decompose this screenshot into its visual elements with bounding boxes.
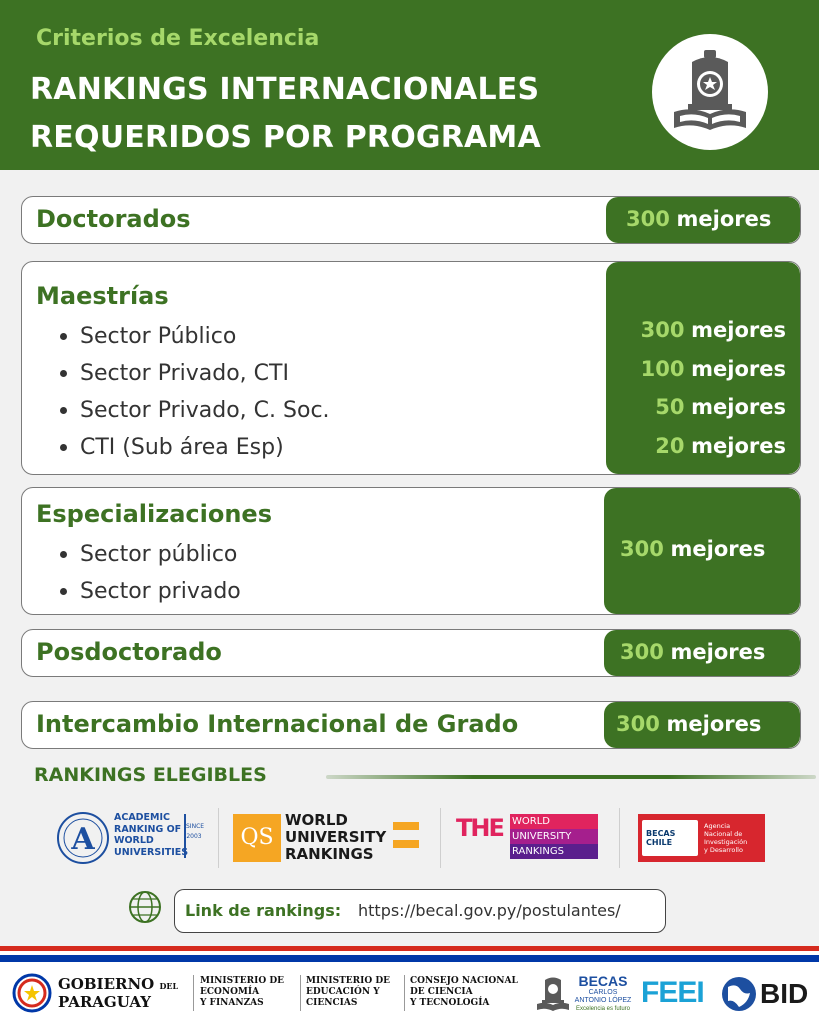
globe-icon <box>127 889 163 925</box>
arwu-a-icon <box>56 811 110 865</box>
conacyt-line: CONSEJO NACIONAL <box>410 976 518 986</box>
the-line: UNIVERSITY <box>510 829 598 844</box>
bid-globe-icon <box>720 975 758 1013</box>
ranking-value <box>626 207 771 231</box>
ranking-value <box>641 427 786 466</box>
conacyt-line: DE CIENCIA <box>410 987 473 997</box>
paraguay-seal-icon <box>12 973 52 1013</box>
ranking-number: 300 <box>640 318 685 342</box>
agency-line: y Desarrollo <box>704 846 743 854</box>
arwu-since: SINCE <box>186 823 205 830</box>
program-label: Intercambio Internacional de Grado <box>36 710 519 738</box>
ranking-number: 300 <box>620 537 664 561</box>
agency-line: Agencia <box>704 822 731 830</box>
ranking-values <box>641 311 786 465</box>
arwu-logo <box>56 808 206 868</box>
qs-bar <box>393 840 419 848</box>
becal-train-icon <box>536 974 570 1012</box>
conacyt-line: Y TECNOLOGÍA <box>410 998 490 1008</box>
arwu-line: UNIVERSITIES <box>114 846 189 858</box>
feei-logo: FEEI <box>641 976 704 1009</box>
ranking-value <box>620 537 765 561</box>
program-row-maestrias <box>21 261 801 475</box>
program-label: Especializaciones <box>36 500 272 528</box>
qs-logo <box>233 808 423 868</box>
becas-line: ANTONIO LÓPEZ <box>574 997 632 1004</box>
title-line-1: RANKINGS INTERNACIONALES <box>30 72 540 107</box>
ranking-word: mejores <box>666 712 762 736</box>
becas-chile-line: CHILE <box>646 838 673 847</box>
list-item: Sector público <box>60 536 241 573</box>
ranking-number: 300 <box>626 207 670 231</box>
list-item: Sector Público <box>60 318 330 355</box>
program-row-doctorados <box>21 196 801 244</box>
logo-divider <box>619 808 620 868</box>
agency-line: Nacional de <box>704 830 743 838</box>
mec-line: EDUCACIÓN Y <box>306 987 380 997</box>
the-line: WORLD <box>510 814 598 829</box>
qs-line: RANKINGS <box>285 845 374 863</box>
link-url[interactable]: https://becal.gov.py/postulantes/ <box>358 901 621 920</box>
ranking-box <box>606 262 800 474</box>
program-sublist <box>60 536 241 610</box>
program-sublist <box>60 318 330 466</box>
arwu-year: 2003 <box>186 833 202 840</box>
ranking-value <box>616 712 761 736</box>
ranking-word: mejores <box>691 356 786 381</box>
page-title <box>30 66 541 162</box>
program-row-intercambio <box>21 701 801 749</box>
rankings-link[interactable] <box>174 889 666 933</box>
ranking-number: 100 <box>640 356 685 381</box>
qs-line: WORLD <box>285 811 348 829</box>
becas-chile-line: BECAS <box>646 829 676 838</box>
ranking-number: 300 <box>616 712 660 736</box>
title-line-2: REQUERIDOS POR PROGRAMA <box>30 120 541 155</box>
qs-bar <box>393 822 419 830</box>
ranking-box <box>606 197 800 243</box>
qs-mark: QS <box>233 814 281 862</box>
logo-divider <box>440 808 441 868</box>
subtitle: Criterios de Excelencia <box>36 26 320 51</box>
logo-divider <box>218 808 219 868</box>
ranking-word: mejores <box>691 318 786 342</box>
footer-divider <box>193 975 194 1011</box>
bid-logo: BID <box>760 978 809 1009</box>
mef-logo <box>200 976 284 1009</box>
mef-line: MINISTERIO DE <box>200 976 284 986</box>
ranking-value <box>620 640 765 664</box>
ranking-number: 300 <box>620 640 664 664</box>
mec-logo <box>306 976 390 1009</box>
the-mark: THE <box>456 814 503 842</box>
arwu-line: ACADEMIC <box>114 812 171 823</box>
program-row-posdoctorado <box>21 629 801 677</box>
ranking-number: 50 <box>655 395 685 419</box>
footer-divider <box>300 975 301 1011</box>
ranking-word: mejores <box>670 537 766 561</box>
the-logo <box>456 808 601 868</box>
ranking-value <box>641 311 786 350</box>
program-label: Posdoctorado <box>36 638 222 666</box>
conacyt-logo <box>410 976 518 1009</box>
ranking-word: mejores <box>691 395 786 419</box>
agency-line: Investigación <box>704 838 748 846</box>
program-row-especializaciones <box>21 487 801 615</box>
ranking-value <box>641 388 786 427</box>
becas-line: Excelencia es futuro <box>575 1006 631 1012</box>
mec-line: MINISTERIO DE <box>306 976 390 986</box>
qs-line: UNIVERSITY <box>285 828 387 846</box>
arwu-line: WORLD <box>114 835 154 846</box>
eligible-heading: RANKINGS ELEGIBLES <box>34 764 267 786</box>
ranking-word: mejores <box>670 640 766 664</box>
becas-chile-logo <box>638 808 765 868</box>
arwu-line: RANKING OF <box>114 823 182 835</box>
flag-stripe-blue <box>0 955 819 962</box>
the-line: RANKINGS <box>510 844 598 859</box>
mef-line: Y FINANZAS <box>200 998 264 1008</box>
becal-train-book-icon <box>670 48 750 136</box>
ranking-word: mejores <box>691 433 786 458</box>
gob-word: PARAGUAY <box>58 993 151 1011</box>
program-label: Maestrías <box>36 282 169 310</box>
footer-divider <box>404 975 405 1011</box>
ranking-box <box>604 488 800 614</box>
ranking-box <box>604 702 800 748</box>
ranking-box <box>604 630 800 676</box>
list-item: CTI (Sub área Esp) <box>60 429 330 466</box>
becas-line: BECAS <box>578 973 628 989</box>
list-item: Sector privado <box>60 573 241 610</box>
svg-text:A: A <box>71 822 95 857</box>
program-label: Doctorados <box>36 205 191 233</box>
mec-line: CIENCIAS <box>306 998 358 1008</box>
ranking-word: mejores <box>676 207 772 231</box>
mef-line: ECONOMÍA <box>200 987 260 997</box>
ranking-value <box>641 350 786 389</box>
heading-divider <box>326 775 816 779</box>
gob-word: GOBIERNO <box>58 975 155 993</box>
list-item: Sector Privado, CTI <box>60 355 330 392</box>
becal-logo <box>652 34 768 150</box>
link-label: Link de rankings: <box>185 901 342 920</box>
becas-line: CARLOS <box>588 989 618 996</box>
becal-footer-logo <box>572 974 634 1013</box>
ranking-number: 20 <box>655 433 685 458</box>
list-item: Sector Privado, C. Soc. <box>60 392 330 429</box>
gobierno-logo <box>58 976 178 1010</box>
header-banner <box>0 0 819 170</box>
gob-del: DEL <box>159 981 179 991</box>
